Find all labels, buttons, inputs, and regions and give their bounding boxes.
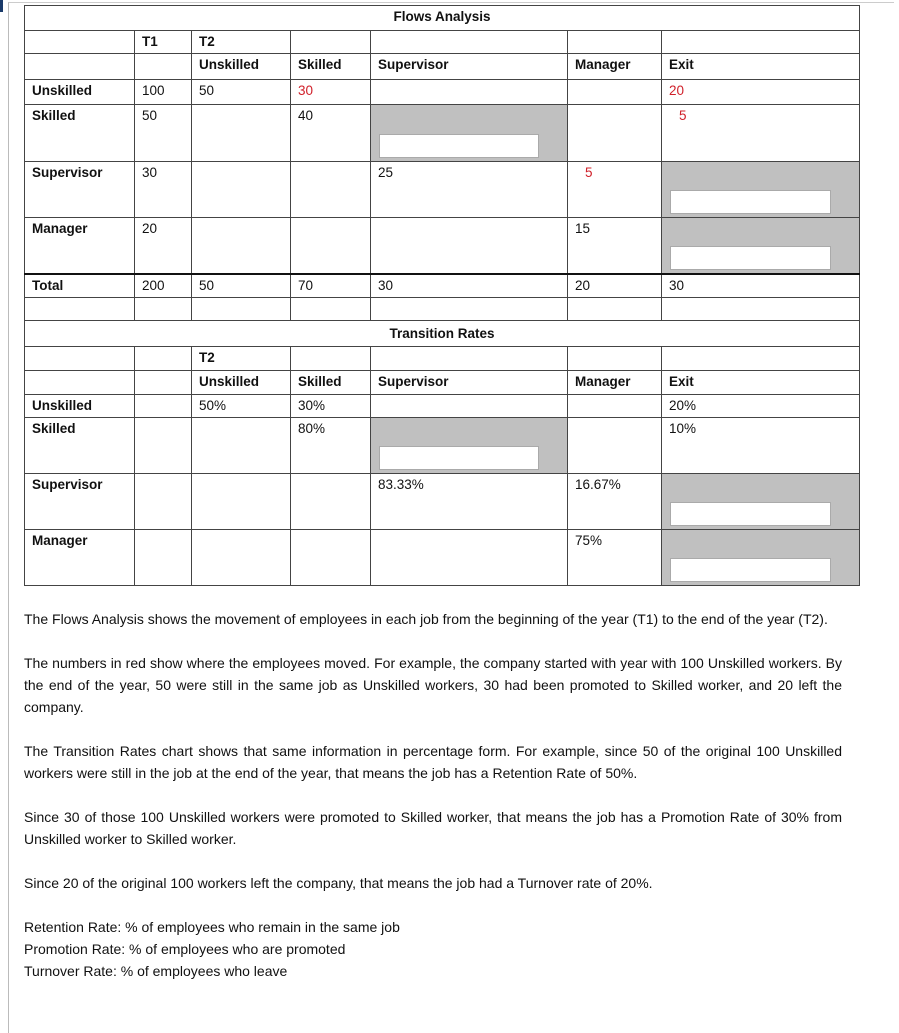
cell: 5 [662, 105, 860, 162]
flows-analysis-table [24, 5, 860, 586]
table-row [25, 80, 860, 105]
paragraph: Since 20 of the original 100 workers left the company, that means the job had a Turnover rate of 20%. [24, 875, 653, 891]
explanation-text [24, 608, 842, 982]
cell: 16.67% [568, 474, 662, 530]
cell: 20 [568, 274, 662, 298]
row-label: Unskilled [25, 80, 135, 105]
cell: 75% [568, 530, 662, 586]
cell: 200 [135, 274, 192, 298]
cell: 70 [291, 274, 371, 298]
cell: 20% [662, 395, 860, 418]
t2-header: T2 [192, 347, 291, 371]
answer-cell [371, 418, 568, 474]
cell: 25 [371, 162, 568, 218]
supervisor-exit-input[interactable] [670, 190, 831, 214]
col-skilled: Skilled [291, 54, 371, 80]
definition-retention: Retention Rate: % of employees who remain in the same job [24, 919, 400, 935]
cell: 80% [291, 418, 371, 474]
row-label: Skilled [25, 105, 135, 162]
cell: 50 [135, 105, 192, 162]
flows-title: Flows Analysis [25, 6, 860, 31]
row-label: Supervisor [25, 162, 135, 218]
definition-turnover: Turnover Rate: % of employees who leave [24, 963, 288, 979]
row-label: Unskilled [25, 395, 135, 418]
answer-cell [662, 474, 860, 530]
col-unskilled: Unskilled [192, 371, 291, 395]
row-label: Supervisor [25, 474, 135, 530]
col-manager: Manager [568, 54, 662, 80]
cell: 30 [371, 274, 568, 298]
answer-cell [371, 105, 568, 162]
row-label: Manager [25, 218, 135, 274]
cell: 30 [291, 80, 371, 105]
cell: 20 [135, 218, 192, 274]
paragraph: The Transition Rates chart shows that same information in percentage form. For example, since 50 of the original 100 Unskilled workers were still in the job at the end of the year, that means the job has a Retention Rate of 50%. [24, 743, 842, 781]
table-row [25, 162, 860, 218]
row-label: Manager [25, 530, 135, 586]
col-unskilled: Unskilled [192, 54, 291, 80]
t2-header: T2 [192, 31, 291, 54]
cell: 30% [291, 395, 371, 418]
cell: 10% [662, 418, 860, 474]
col-supervisor: Supervisor [371, 371, 568, 395]
col-manager: Manager [568, 371, 662, 395]
paragraph: Since 30 of those 100 Unskilled workers were promoted to Skilled worker, that means the job has a Promotion Rate of 30% from Unskilled worker to Skilled worker. [24, 809, 842, 847]
total-row [25, 274, 860, 298]
cell: 50 [192, 274, 291, 298]
cell: 20 [662, 80, 860, 105]
table-row [25, 105, 860, 162]
cell: 100 [135, 80, 192, 105]
cell: 30 [662, 274, 860, 298]
table-row [25, 395, 860, 418]
col-exit: Exit [662, 371, 860, 395]
cell: 83.33% [371, 474, 568, 530]
manager-exit-input[interactable] [670, 246, 831, 270]
col-supervisor: Supervisor [371, 54, 568, 80]
answer-cell [662, 218, 860, 274]
manager-exit-rate-input[interactable] [670, 558, 831, 582]
cell: 15 [568, 218, 662, 274]
cell: 50% [192, 395, 291, 418]
table-row [25, 474, 860, 530]
answer-cell [662, 162, 860, 218]
t1-header: T1 [135, 31, 192, 54]
cell: 50 [192, 80, 291, 105]
cell: 5 [568, 162, 662, 218]
table-row [25, 418, 860, 474]
col-skilled: Skilled [291, 371, 371, 395]
skilled-supervisor-rate-input[interactable] [379, 446, 539, 470]
cell: 30 [135, 162, 192, 218]
row-label: Skilled [25, 418, 135, 474]
cell: 40 [291, 105, 371, 162]
col-exit: Exit [662, 54, 860, 80]
definition-promotion: Promotion Rate: % of employees who are promoted [24, 941, 346, 957]
table-row [25, 218, 860, 274]
supervisor-exit-rate-input[interactable] [670, 502, 831, 526]
table-row [25, 530, 860, 586]
row-label: Total [25, 274, 135, 298]
skilled-supervisor-input[interactable] [379, 134, 539, 158]
paragraph: The numbers in red show where the employees moved. For example, the company started with year with 100 Unskilled workers. By the end of the year, 50 were still in the same job as Unskilled workers, 30 had been promoted to Skilled worker, and 20 left the company. [24, 655, 842, 715]
corner-marker [0, 0, 3, 12]
answer-cell [662, 530, 860, 586]
paragraph: The Flows Analysis shows the movement of employees in each job from the beginning of the year (T1) to the end of the year (T2). [24, 611, 828, 627]
rates-title: Transition Rates [25, 321, 860, 347]
